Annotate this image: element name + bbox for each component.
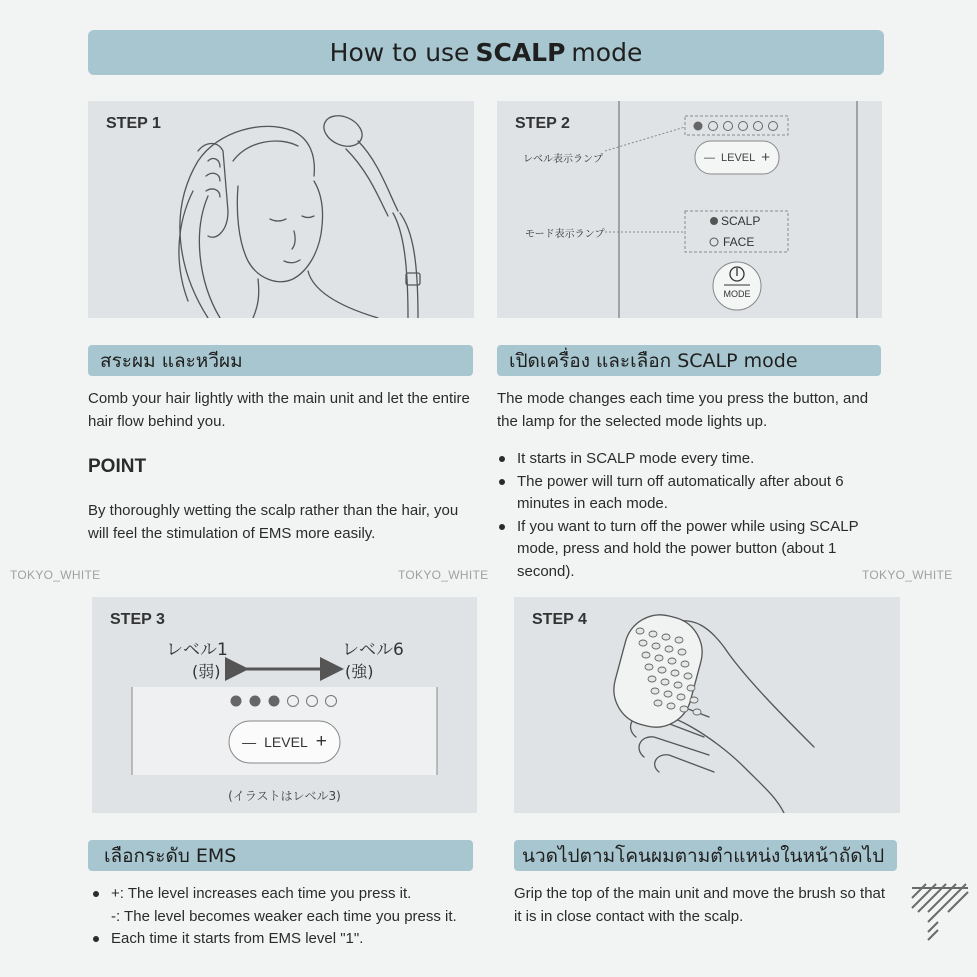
level1-sub-label: (弱) <box>192 662 221 681</box>
point-text: By thoroughly wetting the scalp rather than the hair, you will feel the stimulation of EMS more easily. <box>88 502 459 542</box>
level-dot-lit <box>250 696 261 707</box>
point-title: POINT <box>88 456 147 477</box>
minus-icon: — <box>242 734 257 750</box>
step2-label: STEP 2 <box>515 115 570 132</box>
step3-illustration <box>92 597 477 813</box>
step1-illustration <box>88 101 474 318</box>
bristle <box>690 697 698 703</box>
mode-face-label: FACE <box>723 235 755 249</box>
step3-bullets <box>91 883 481 951</box>
mode-lamp-label: モード表示ランプ <box>525 229 605 240</box>
bristle <box>693 709 701 715</box>
watermark: TOKYO_WHITE <box>862 568 953 582</box>
step2-illustration <box>497 101 882 318</box>
level-range-drawing <box>92 597 477 813</box>
bristle <box>668 658 676 664</box>
bristle <box>661 679 669 685</box>
step2-text: The mode changes each time you press the button, and the lamp for the selected mode lights up. <box>497 390 869 430</box>
list-item: The power will turn off automatically after about 6 minutes in each mode. <box>497 471 887 516</box>
bristle <box>649 631 657 637</box>
watermark: TOKYO_WHITE <box>398 568 489 582</box>
page-title <box>88 30 884 75</box>
bristle <box>687 685 695 691</box>
level-dot-lit <box>231 696 242 707</box>
title-bold: SCALP <box>475 38 566 67</box>
bristle <box>636 628 644 634</box>
minus-icon: — <box>703 151 715 164</box>
bristle <box>648 676 656 682</box>
list-item: It starts in SCALP mode every time. <box>497 448 887 471</box>
step3-caption: (イラストはレベル3) <box>228 789 341 803</box>
bristle <box>642 652 650 658</box>
level-dot-lit <box>269 696 280 707</box>
bristle <box>664 691 672 697</box>
plus-icon: + <box>315 731 327 752</box>
step4-heading: นวดไปตามโคนผมตามตำแหน่งในหน้าถัดไป <box>514 840 897 871</box>
mode-scalp-label: SCALP <box>721 214 761 228</box>
list-item: +: The level increases each time you press it. <box>91 883 481 906</box>
bristle <box>678 649 686 655</box>
bristle <box>651 688 659 694</box>
step2-heading: เปิดเครื่อง และเลือก SCALP mode <box>497 345 881 376</box>
bristle <box>639 640 647 646</box>
level-button-illustration <box>695 141 779 174</box>
tokyo-white-logo <box>910 882 970 942</box>
watermark: TOKYO_WHITE <box>10 568 101 582</box>
bristle <box>665 646 673 652</box>
step4-label: STEP 4 <box>532 611 587 628</box>
bristle <box>652 643 660 649</box>
level-text: LEVEL <box>264 734 308 750</box>
level-lamp-label: レベル表示ランプ <box>523 154 603 165</box>
step1-label: STEP 1 <box>106 115 161 132</box>
level-button-illustration <box>229 721 340 763</box>
bristle <box>671 670 679 676</box>
bristle <box>645 664 653 670</box>
bristle <box>667 703 675 709</box>
title-suffix: mode <box>571 38 643 67</box>
bristle <box>658 667 666 673</box>
step4-illustration <box>514 597 900 813</box>
level1-label: レベル1 <box>166 640 228 660</box>
step3-heading: เลือกระดับ EMS <box>88 840 473 871</box>
list-item: Each time it starts from EMS level "1". <box>91 928 481 951</box>
bristle <box>684 673 692 679</box>
level-text: LEVEL <box>720 151 756 164</box>
step3-label: STEP 3 <box>110 611 165 628</box>
bristle <box>654 700 662 706</box>
plus-icon: + <box>761 149 770 166</box>
step4-text: Grip the top of the main unit and move the brush so that it is in close contact with the scalp. <box>514 885 886 925</box>
bristle <box>655 655 663 661</box>
bristle <box>675 637 683 643</box>
title-prefix: How to use <box>329 38 470 67</box>
step2-bullets <box>497 448 887 583</box>
device-panel-drawing <box>497 101 882 318</box>
bristle <box>681 661 689 667</box>
hand-holding-brush-illustration <box>514 597 900 813</box>
level6-label: レベル6 <box>342 640 404 660</box>
list-item: -: The level becomes weaker each time you press it. <box>111 907 457 925</box>
bristle <box>674 682 682 688</box>
level6-sub-label: (強) <box>345 662 374 681</box>
mode-button-label: MODE <box>723 289 751 299</box>
bristle <box>677 694 685 700</box>
woman-combing-hair-illustration <box>88 101 474 318</box>
bristle <box>680 706 688 712</box>
step1-text: Comb your hair lightly with the main unit and let the entire hair flow behind you. <box>88 390 470 430</box>
step1-heading: สระผม และหวีผม <box>88 345 473 376</box>
list-item: If you want to turn off the power while using SCALP mode, press and hold the power button (about 1 second). <box>497 516 887 584</box>
bristle <box>662 634 670 640</box>
